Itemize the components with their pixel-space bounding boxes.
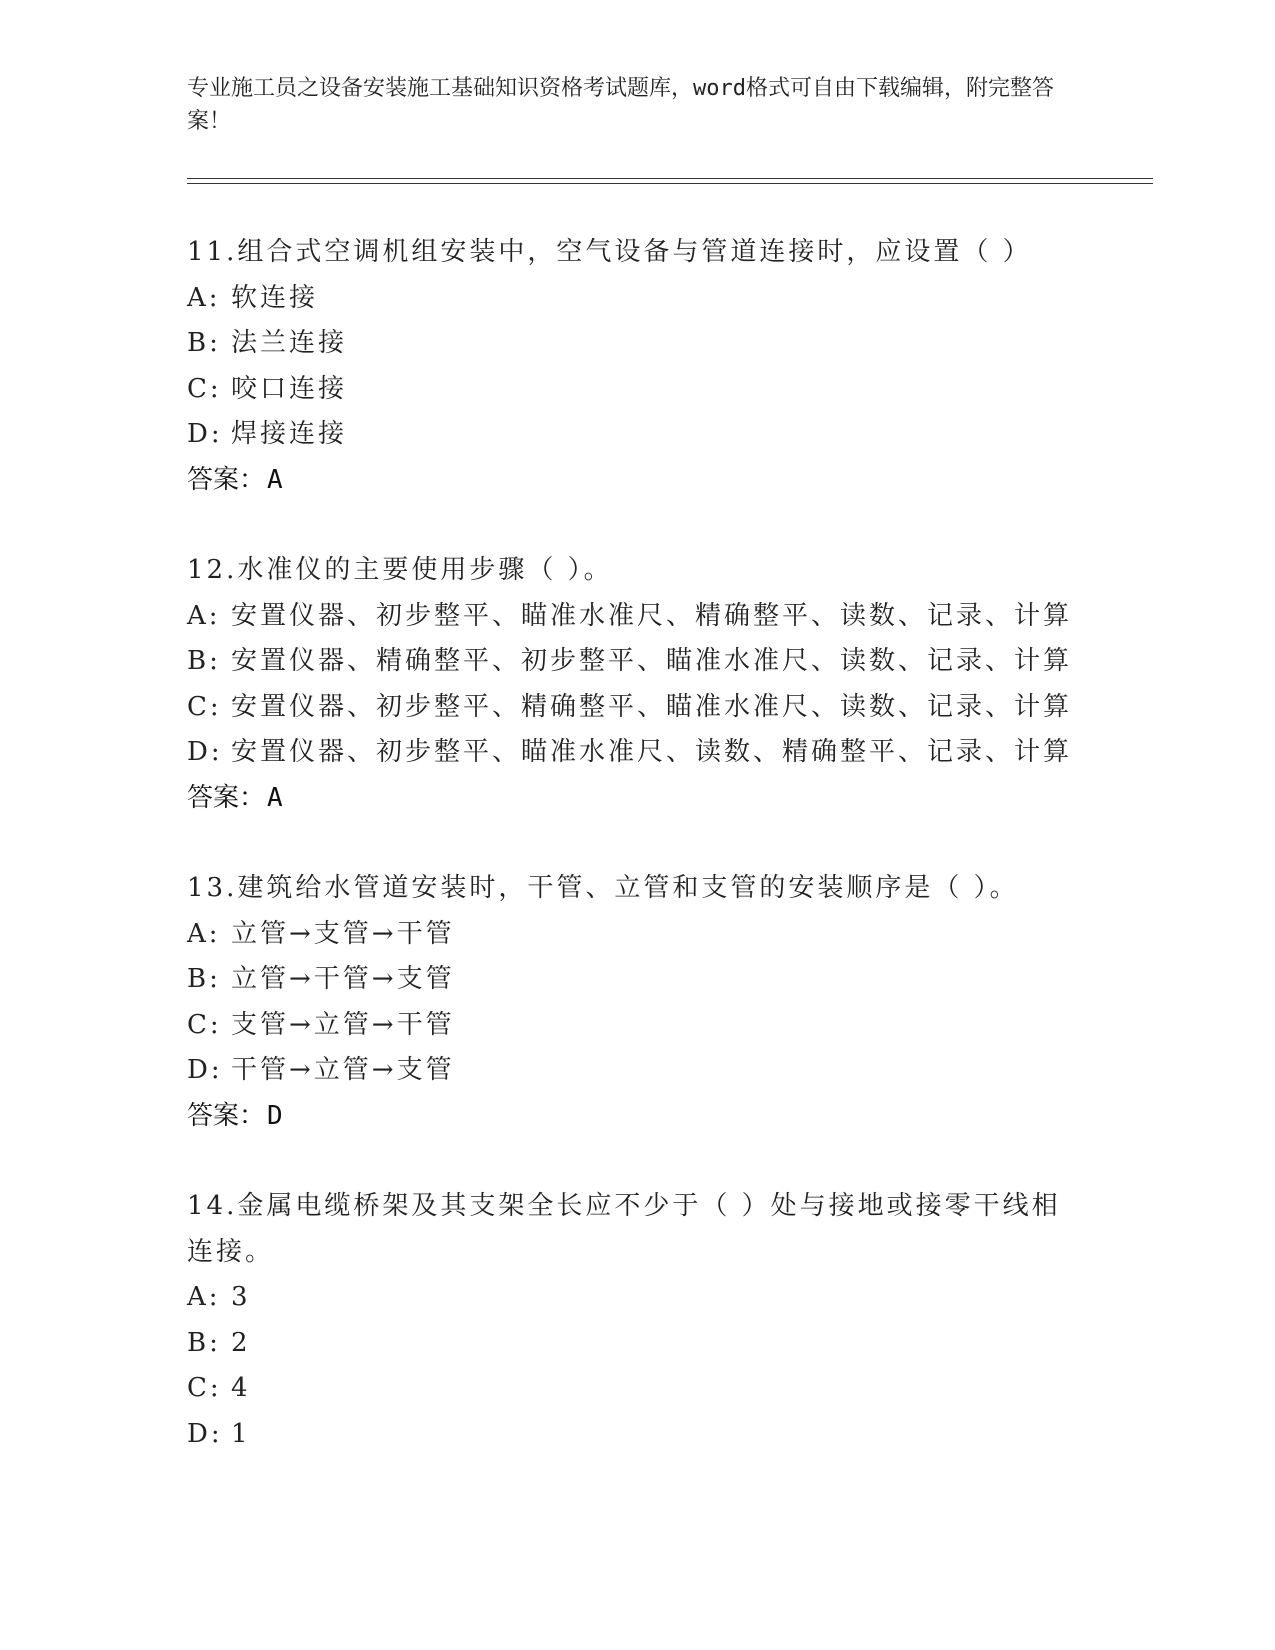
option-d [187, 1412, 1107, 1458]
option-letter: B: [187, 1327, 221, 1358]
document-header [187, 72, 1067, 138]
question-stem: 11.组合式空调机组安装中，空气设备与管道连接时，应设置（ ） [187, 237, 1032, 267]
option-letter: D: [187, 1418, 223, 1449]
header-divider-bottom [187, 183, 1153, 184]
question-13 [187, 866, 1107, 1139]
header-title: 专业施工员之设备安装施工基础知识资格考试题库，word格式可自由下载编辑，附完整答案！ [187, 76, 1054, 134]
option-text: 2 [231, 1327, 251, 1358]
option-text: 立管→干管→支管 [231, 964, 455, 994]
option-a [187, 594, 1107, 640]
option-b [187, 321, 1107, 367]
option-text: 4 [231, 1373, 251, 1403]
option-b [187, 957, 1107, 1003]
option-c [187, 1366, 1107, 1412]
answer-value: D [267, 1100, 283, 1131]
option-letter: B: [187, 646, 221, 676]
option-d [187, 412, 1107, 458]
option-d [187, 1048, 1107, 1094]
answer-label: 答案： [187, 1100, 266, 1131]
option-b [187, 639, 1107, 685]
option-text: 立管→支管→干管 [231, 918, 455, 949]
question-stem: 14.金属电缆桥架及其支架全长应不少于（ ）处与接地或接零干线相连接。 [187, 1191, 1061, 1267]
option-c [187, 685, 1107, 731]
option-letter: C: [187, 373, 222, 404]
question-11 [187, 230, 1107, 503]
question-stem: 13.建筑给水管道安装时，干管、立管和支管的安装顺序是（ ）。 [187, 873, 1019, 903]
option-text: 软连接 [231, 282, 319, 313]
option-a [187, 276, 1107, 322]
option-text: 安置仪器、初步整平、瞄准水准尺、读数、精确整平、记录、计算 [231, 737, 1073, 767]
option-text: 安置仪器、初步整平、瞄准水准尺、精确整平、读数、记录、计算 [231, 600, 1073, 631]
option-letter: A: [187, 282, 221, 313]
option-letter: D: [187, 737, 223, 767]
option-letter: A: [187, 600, 221, 631]
question-14 [187, 1184, 1107, 1457]
option-text: 支管→立管→干管 [231, 1009, 455, 1040]
option-text: 3 [231, 1282, 251, 1312]
option-letter: D: [187, 1055, 223, 1085]
answer-label: 答案： [187, 782, 266, 813]
option-a [187, 1275, 1107, 1321]
question-stem: 12.水准仪的主要使用步骤（ ）。 [187, 555, 613, 585]
option-text: 咬口连接 [231, 373, 348, 404]
option-text: 1 [231, 1418, 251, 1449]
option-letter: C: [187, 691, 222, 722]
option-c [187, 367, 1107, 413]
option-b [187, 1321, 1107, 1367]
option-letter: C: [187, 1373, 222, 1403]
option-letter: B: [187, 964, 221, 994]
option-text: 安置仪器、精确整平、初步整平、瞄准水准尺、读数、记录、计算 [231, 646, 1073, 676]
question-12 [187, 548, 1107, 821]
option-text: 安置仪器、初步整平、精确整平、瞄准水准尺、读数、记录、计算 [231, 691, 1073, 722]
answer-label: 答案： [187, 464, 266, 495]
option-text: 焊接连接 [231, 419, 348, 449]
option-a [187, 912, 1107, 958]
option-letter: A: [187, 918, 221, 949]
answer-value: A [267, 782, 283, 813]
option-text: 法兰连接 [231, 328, 348, 358]
option-letter: A: [187, 1282, 221, 1312]
option-letter: B: [187, 328, 221, 358]
answer-line [187, 458, 1107, 504]
answer-line [187, 1094, 1107, 1140]
answer-value: A [267, 464, 283, 495]
header-divider-top [187, 178, 1153, 179]
answer-line [187, 776, 1107, 822]
option-d [187, 730, 1107, 776]
option-c [187, 1003, 1107, 1049]
option-text: 干管→立管→支管 [231, 1055, 455, 1085]
option-letter: D: [187, 419, 223, 449]
option-letter: C: [187, 1009, 222, 1040]
